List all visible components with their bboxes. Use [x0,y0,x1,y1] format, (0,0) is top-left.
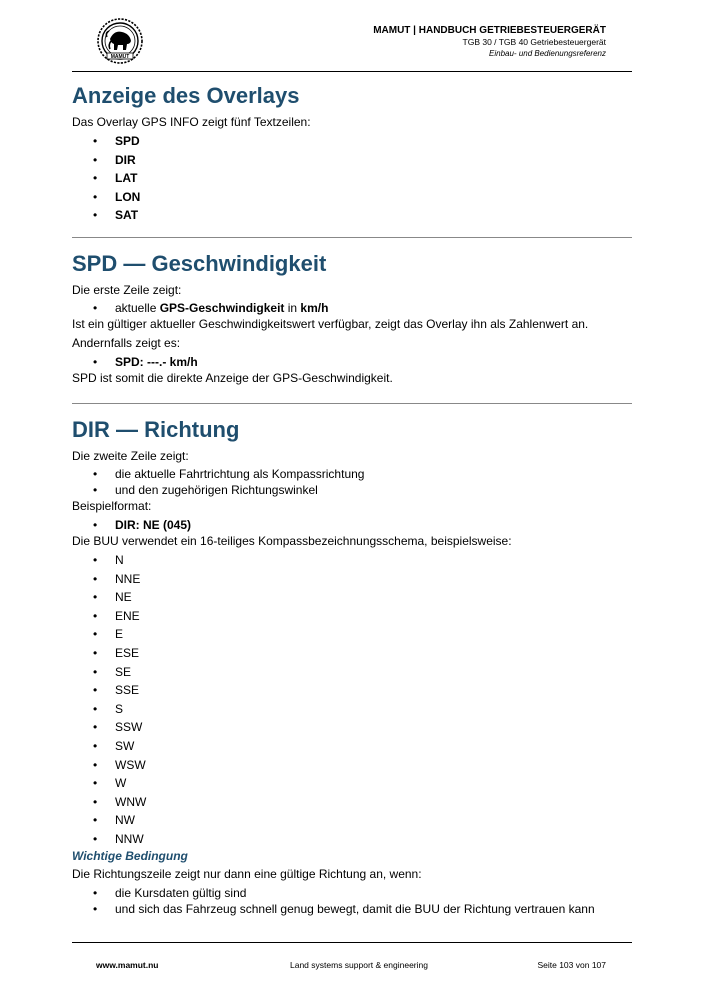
condition-intro: Die Richtungszeile zeigt nur dann eine gültige Richtung an, wenn: [72,867,422,882]
section-heading-spd: SPD — Geschwindigkeit [72,250,327,276]
list-item: • ESE [72,644,632,663]
list-item: • SE [72,663,632,682]
header-divider [72,71,632,72]
header-subtitle-2: Einbau- und Bedienungsreferenz [489,49,606,58]
dir-list [72,466,632,498]
condition-heading: Wichtige Bedingung [72,849,188,864]
list-item: • WNW [72,793,632,812]
spd-paragraph-1: Ist ein gültiger aktueller Geschwindigkeitswert verfügbar, zeigt das Overlay ihn als Zahlenwert an. [72,316,589,331]
mamut-logo [95,17,145,65]
spd-paragraph-3: SPD ist somit die direkte Anzeige der GPS-Geschwindigkeit. [72,370,393,385]
list-item: • N [72,551,632,570]
page-content [72,81,632,917]
list-item: • SPD [72,132,632,151]
spd-paragraph-2: Andernfalls zeigt es: [72,335,181,350]
list-item: • die aktuelle Fahrtrichtung als Kompassrichtung [72,466,632,482]
list-item: • SPD: ---.- km/h [72,354,632,370]
list-item: • DIR [72,151,632,170]
list-item: • S [72,700,632,719]
dir-example-label: Beispielformat: [72,498,152,513]
list-item: • NNE [72,570,632,589]
header-subtitle: TGB 30 / TGB 40 Getriebesteuergerät [462,37,606,47]
list-item: • NNW [72,830,632,849]
dir-intro: Die zweite Zeile zeigt: [72,448,189,463]
list-item: • SSE [72,681,632,700]
list-item: • die Kursdaten gültig sind [72,885,632,901]
logo-text: MAMUT [110,54,130,60]
list-item: • und den zugehörigen Richtungswinkel [72,482,632,498]
footer-divider [72,942,632,943]
compass-list [72,551,632,849]
section-divider [72,403,632,404]
document-header [373,24,606,59]
list-item: • E [72,625,632,644]
footer-page-number: Seite 103 von 107 [537,960,606,970]
list-item: • LAT [72,169,632,188]
section-divider [72,237,632,238]
list-item: • WSW [72,756,632,775]
list-item: • W [72,774,632,793]
header-title: MAMUT | HANDBUCH GETRIEBESTEUERGERÄT [373,25,606,36]
list-item: • SSW [72,718,632,737]
list-item: • DIR: NE (045) [72,517,632,533]
list-item: • LON [72,188,632,207]
section-intro-overlay: Das Overlay GPS INFO zeigt fünf Textzeilen: [72,115,311,129]
list-item: • SW [72,737,632,756]
condition-list [72,885,632,917]
overlay-lines-list [72,132,632,225]
dir-example-list [72,517,632,533]
section-heading-dir: DIR — Richtung [72,416,240,442]
section-heading-overlay: Anzeige des Overlays [72,83,300,108]
list-item: • SAT [72,206,632,225]
spd-fallback-list [72,354,632,370]
list-item: • NW [72,811,632,830]
spd-intro: Die erste Zeile zeigt: [72,282,182,297]
footer-tagline: Land systems support & engineering [290,960,428,970]
compass-intro: Die BUU verwendet ein 16-teiliges Kompassbezeichnungsschema, beispielsweise: [72,533,512,548]
list-item: • NE [72,588,632,607]
list-item: • aktuelle GPS-Geschwindigkeit in km/h [72,300,632,316]
footer-website: www.mamut.nu [96,960,159,970]
list-item: • und sich das Fahrzeug schnell genug bewegt, damit die BUU der Richtung vertrauen kann [72,901,632,917]
list-item: • ENE [72,607,632,626]
spd-list [72,300,632,316]
